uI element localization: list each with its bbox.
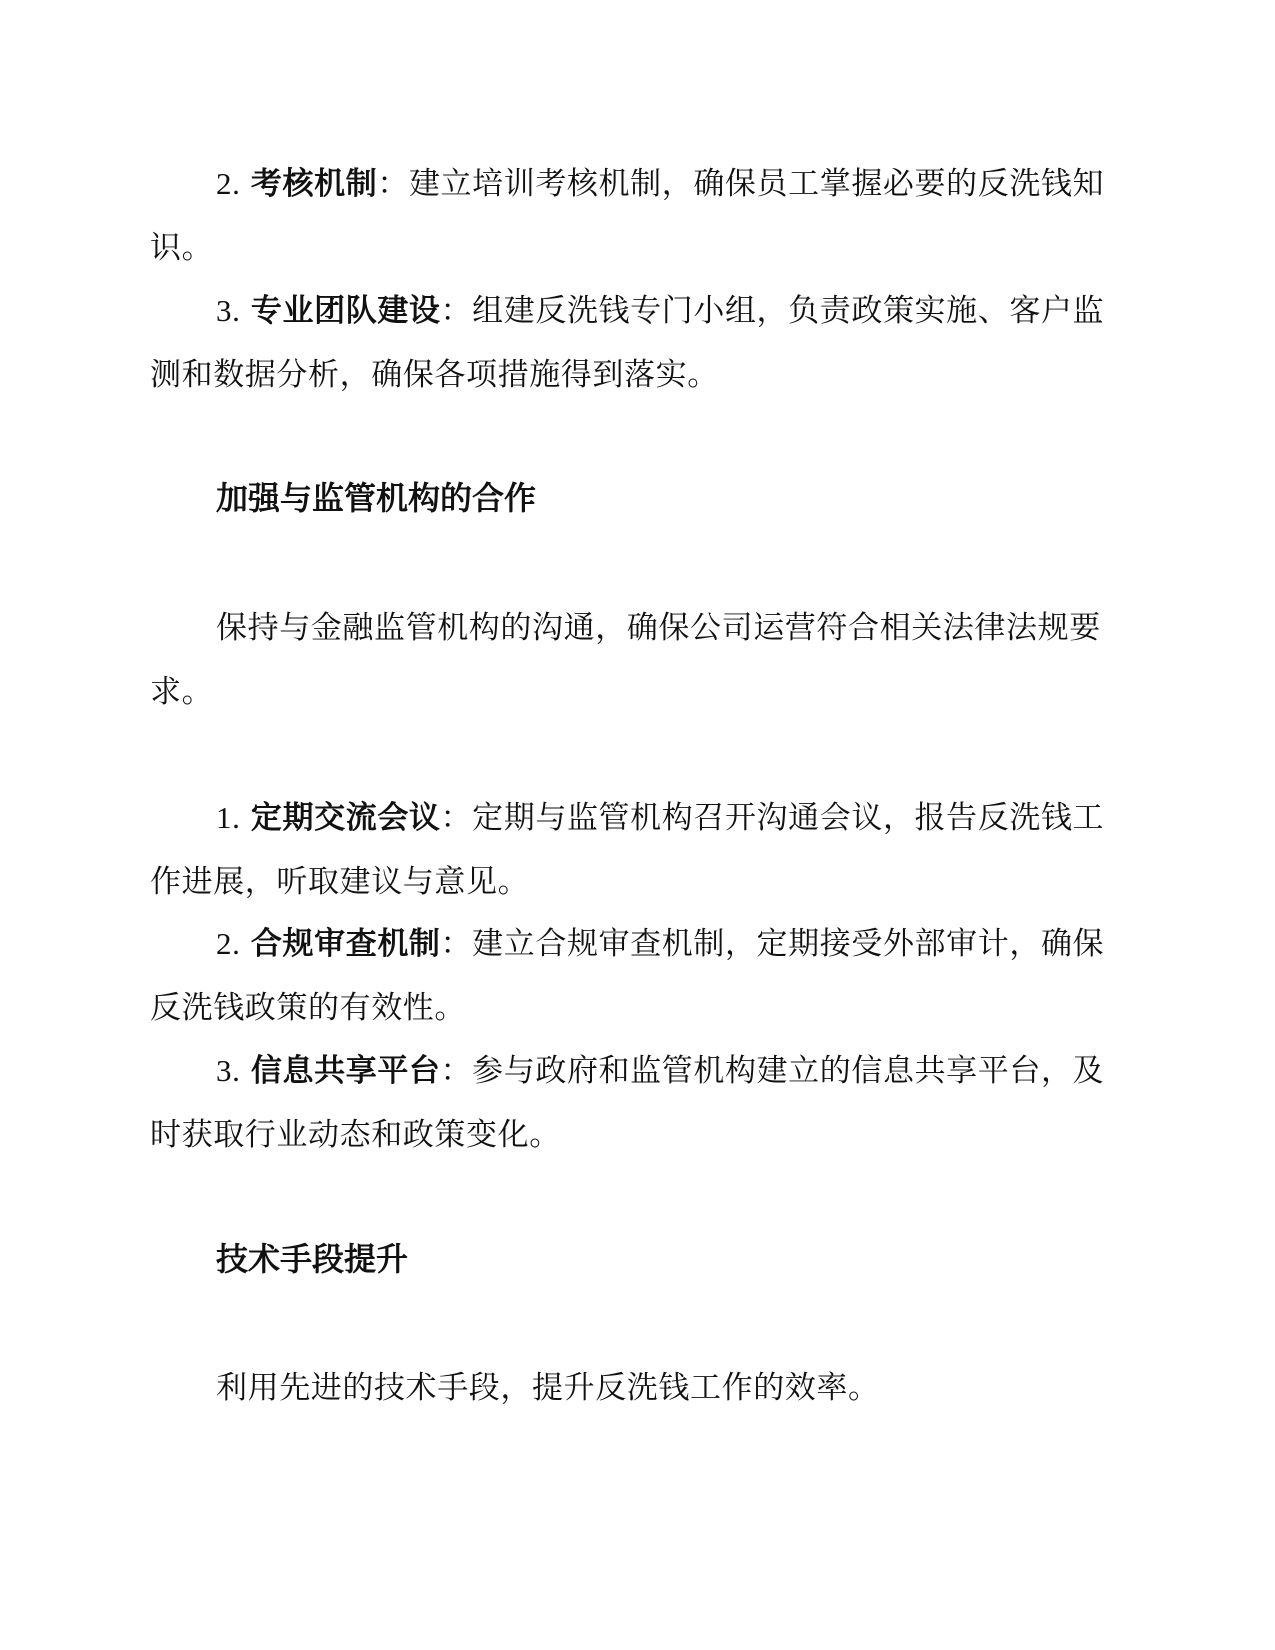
- list-separator: ：: [440, 1053, 473, 1089]
- section-heading: 技术手段提升: [216, 1240, 409, 1278]
- list-number: 2.: [216, 926, 241, 961]
- section-heading: 加强与监管机构的合作: [216, 479, 537, 517]
- paragraph-text: 利用先进的技术手段，提升反洗钱工作的效率。: [216, 1370, 880, 1406]
- list-item: [150, 912, 1115, 1040]
- list-term: 定期交流会议: [250, 800, 441, 836]
- list-term: 专业团队建设: [250, 293, 441, 329]
- list-text: 组建反洗钱专门小组，负责政策实施、客户监测和数据分析，确保各项措施得到落实。: [150, 293, 1105, 393]
- list-separator: ：: [377, 166, 409, 202]
- list-number: 3.: [216, 293, 241, 328]
- list-item: [150, 152, 1115, 280]
- list-number: 1.: [216, 800, 241, 835]
- list-text: 定期与监管机构召开沟通会议，报告反洗钱工作进展，听取建议与意见。: [150, 800, 1105, 900]
- list-number: 3.: [216, 1053, 241, 1088]
- body-paragraph: [150, 1356, 1115, 1420]
- list-text: 建立合规审查机制，定期接受外部审计，确保反洗钱政策的有效性。: [150, 926, 1105, 1026]
- list-separator: ：: [440, 293, 473, 329]
- list-item: [150, 786, 1115, 914]
- list-term: 信息共享平台: [250, 1053, 441, 1089]
- list-separator: ：: [440, 800, 473, 836]
- list-item: [150, 279, 1115, 407]
- list-separator: ：: [440, 926, 473, 962]
- list-term: 考核机制: [250, 166, 378, 202]
- list-text: 参与政府和监管机构建立的信息共享平台，及时获取行业动态和政策变化。: [150, 1053, 1105, 1153]
- list-text: 建立培训考核机制，确保员工掌握必要的反洗钱知识。: [150, 166, 1105, 266]
- list-item: [150, 1039, 1115, 1167]
- list-term: 合规审查机制: [250, 926, 441, 962]
- paragraph-text: 保持与金融监管机构的沟通，确保公司运营符合相关法律法规要求。: [150, 610, 1101, 710]
- list-number: 2.: [216, 166, 241, 201]
- body-paragraph: [150, 596, 1115, 724]
